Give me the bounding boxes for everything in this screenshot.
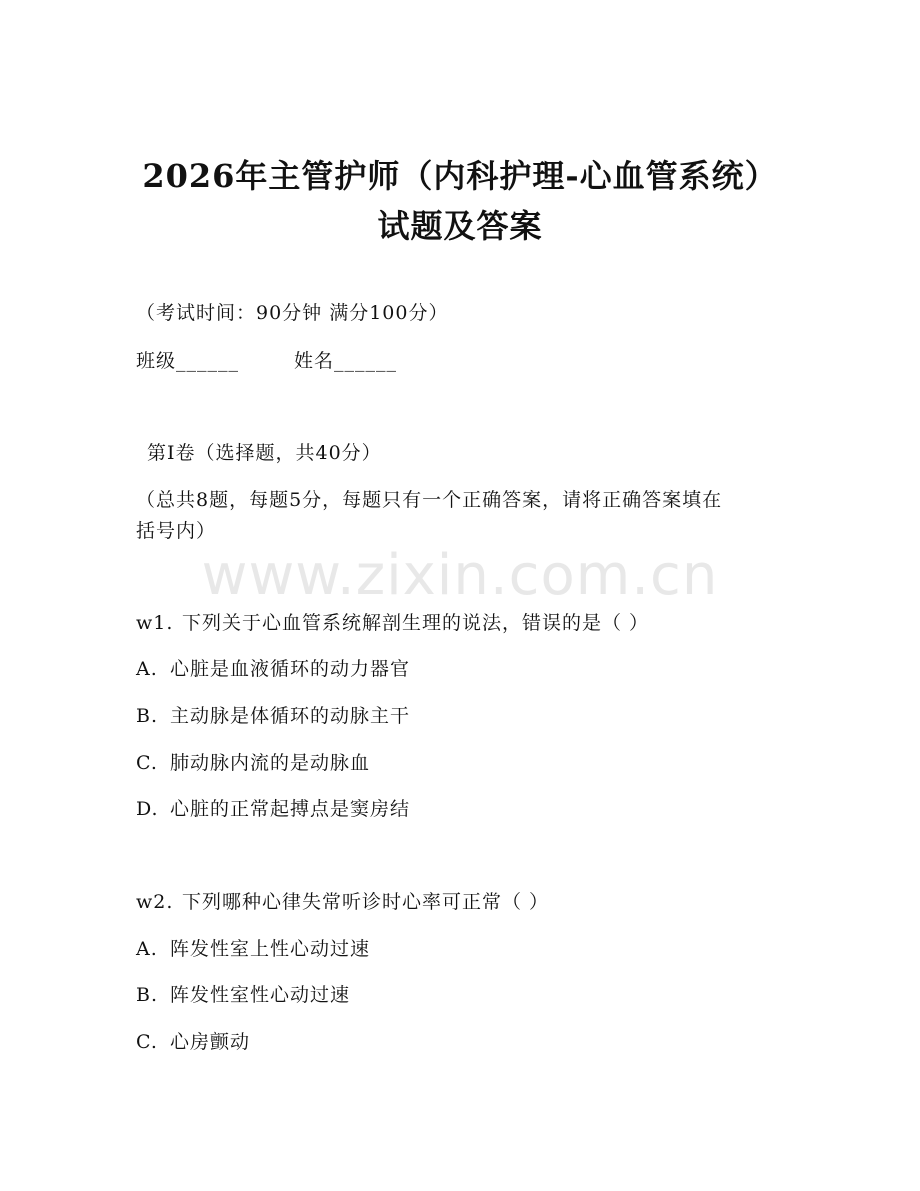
option-text: 心房颤动 xyxy=(170,1031,251,1053)
document-title-line-2: 试题及答案 xyxy=(377,207,543,245)
question-number: w1. xyxy=(136,612,174,634)
option-letter: A. xyxy=(136,938,158,960)
option-letter: A. xyxy=(136,658,158,680)
option-letter: C. xyxy=(136,752,158,774)
question-number: w2. xyxy=(136,891,174,913)
question-2 xyxy=(136,893,549,912)
option-text: 心脏是血液循环的动力器官 xyxy=(170,658,411,680)
question-1-option-b xyxy=(136,707,410,726)
option-letter: D. xyxy=(136,798,159,820)
question-1-option-a xyxy=(136,660,410,679)
option-text: 阵发性室上性心动过速 xyxy=(170,938,371,960)
question-1 xyxy=(136,614,649,633)
section-instructions-line-1: （总共8题，每题5分，每题只有一个正确答案，请将正确答案填在 xyxy=(136,489,723,511)
question-2-option-b xyxy=(136,986,350,1005)
class-field: 班级______ xyxy=(136,350,240,372)
option-text: 心脏的正常起搏点是窦房结 xyxy=(170,798,411,820)
question-stem: 下列关于心血管系统解剖生理的说法，错误的是（ ） xyxy=(182,612,650,634)
option-letter: B. xyxy=(136,705,159,727)
option-text: 主动脉是体循环的动脉主干 xyxy=(170,705,411,727)
name-field: 姓名______ xyxy=(294,350,398,372)
question-2-option-c xyxy=(136,1033,250,1052)
option-letter: B. xyxy=(136,984,159,1006)
section-instructions-line-2: 括号内） xyxy=(136,520,217,542)
option-text: 肺动脉内流的是动脉血 xyxy=(170,752,371,774)
question-1-option-d xyxy=(136,800,410,819)
question-stem: 下列哪种心律失常听诊时心率可正常（ ） xyxy=(182,891,550,913)
document-title-line-1: 2026年主管护师（内科护理-心血管系统） xyxy=(142,157,778,195)
option-letter: C. xyxy=(136,1031,158,1053)
exam-time-and-score: （考试时间：90分钟 满分100分） xyxy=(136,302,449,324)
option-text: 阵发性室性心动过速 xyxy=(170,984,351,1006)
question-1-option-c xyxy=(136,754,370,773)
section-heading: 第Ⅰ卷（选择题，共40分） xyxy=(147,442,382,464)
watermark: www.zixin.com.cn xyxy=(201,543,719,608)
question-2-option-a xyxy=(136,940,370,959)
